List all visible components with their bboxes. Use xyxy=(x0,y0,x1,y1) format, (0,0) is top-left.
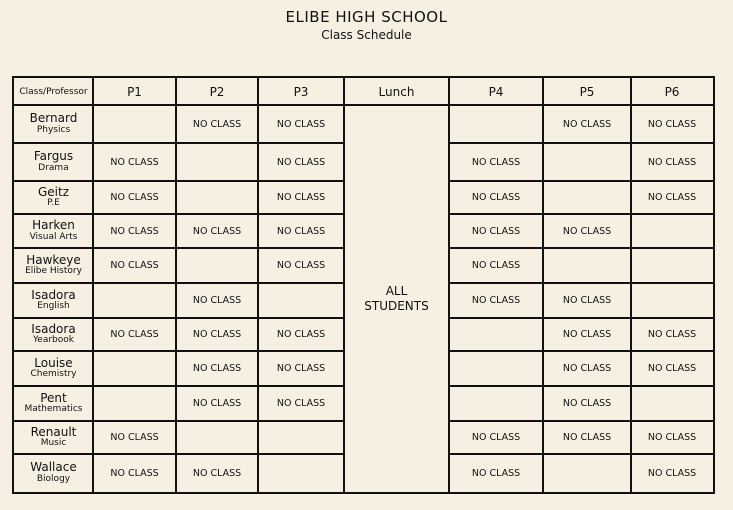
professor-cell xyxy=(14,454,93,492)
schedule-cell xyxy=(93,351,176,386)
schedule-cell: NO CLASS xyxy=(471,260,521,271)
schedule-cell: NO CLASS xyxy=(471,225,521,237)
column-header-lunch: Lunch xyxy=(378,84,415,99)
schedule-cell: NO CLASS xyxy=(276,156,326,168)
schedule-cell xyxy=(543,454,631,492)
schedule-cell: NO CLASS xyxy=(110,225,159,237)
schedule-cell xyxy=(631,283,713,318)
schedule-cell xyxy=(258,283,344,318)
professor-name: Isadora xyxy=(31,287,76,302)
schedule-cell: NO CLASS xyxy=(647,363,697,374)
column-header-p3: P3 xyxy=(293,84,309,99)
lunch-label-line: STUDENTS xyxy=(364,298,429,313)
professor-subject: Chemistry xyxy=(30,369,77,380)
lunch-all-students-cell xyxy=(344,105,449,492)
professor-cell xyxy=(14,351,93,386)
professor-subject: Biology xyxy=(36,473,71,484)
schedule-cell: NO CLASS xyxy=(192,118,242,130)
schedule-cell: NO CLASS xyxy=(471,432,521,443)
schedule-cell: NO CLASS xyxy=(562,118,612,130)
schedule-cell: NO CLASS xyxy=(276,192,326,203)
professor-name: Hawkeye xyxy=(26,252,81,267)
professor-subject: Elibe History xyxy=(25,266,82,277)
schedule-cell: NO CLASS xyxy=(471,156,521,168)
schedule-cell xyxy=(449,318,543,351)
schedule-cell: NO CLASS xyxy=(110,192,159,203)
schedule-cell: NO CLASS xyxy=(110,432,159,443)
schedule-cell: NO CLASS xyxy=(276,329,326,340)
schedule-cell xyxy=(176,421,258,454)
professor-name: Wallace xyxy=(30,460,77,475)
professor-name: Bernard xyxy=(29,111,78,126)
schedule-cell: NO CLASS xyxy=(192,295,242,306)
professor-subject: Yearbook xyxy=(33,335,74,346)
schedule-cell xyxy=(93,386,176,421)
schedule-cell: NO CLASS xyxy=(276,260,326,271)
professor-cell xyxy=(14,283,93,318)
page-subtitle: Class Schedule xyxy=(321,28,412,42)
schedule-cell: NO CLASS xyxy=(192,398,242,409)
schedule-cell: NO CLASS xyxy=(276,398,326,409)
column-header-class-professor: Class/Professor xyxy=(19,86,88,97)
schedule-cell: NO CLASS xyxy=(562,295,612,306)
lunch-label-line: ALL xyxy=(385,283,408,298)
professor-name: Harken xyxy=(32,218,75,233)
schedule-cell: NO CLASS xyxy=(110,260,159,271)
schedule-cell: NO CLASS xyxy=(110,329,159,340)
schedule-cell: NO CLASS xyxy=(471,192,521,203)
professor-name: Louise xyxy=(34,355,73,370)
professor-cell xyxy=(14,181,93,214)
schedule-table xyxy=(12,76,715,494)
professor-cell xyxy=(14,214,93,248)
professor-subject: Music xyxy=(40,438,67,449)
schedule-cell: NO CLASS xyxy=(110,156,159,168)
professor-cell xyxy=(14,318,93,351)
schedule-cell: NO CLASS xyxy=(562,329,612,340)
schedule-cell xyxy=(449,386,543,421)
column-header-p4: P4 xyxy=(488,84,504,99)
column-header-p5: P5 xyxy=(579,84,595,99)
schedule-cell: NO CLASS xyxy=(276,118,326,130)
schedule-cell: NO CLASS xyxy=(276,225,326,237)
schedule-cell: NO CLASS xyxy=(192,467,242,479)
professor-subject: P.E xyxy=(47,198,60,209)
professor-subject: Visual Arts xyxy=(29,231,78,242)
schedule-cell: NO CLASS xyxy=(647,432,697,443)
schedule-cell xyxy=(543,248,631,283)
schedule-cell xyxy=(543,143,631,181)
schedule-cell xyxy=(176,143,258,181)
schedule-cell: NO CLASS xyxy=(192,363,242,374)
schedule-cell xyxy=(258,421,344,454)
schedule-cell: NO CLASS xyxy=(110,467,159,479)
schedule-cell: NO CLASS xyxy=(471,295,521,306)
professor-name: Isadora xyxy=(31,321,76,336)
professor-name: Renault xyxy=(30,424,77,439)
schedule-cell: NO CLASS xyxy=(471,467,521,479)
schedule-cell xyxy=(258,454,344,492)
schedule-cell: NO CLASS xyxy=(647,467,697,479)
schedule-cell: NO CLASS xyxy=(276,363,326,374)
schedule-cell xyxy=(176,248,258,283)
schedule-cell xyxy=(93,105,176,143)
professor-cell xyxy=(14,421,93,454)
professor-name: Fargus xyxy=(33,149,74,164)
schedule-cell xyxy=(449,351,543,386)
schedule-cell xyxy=(449,105,543,143)
professor-cell xyxy=(14,248,93,283)
professor-cell xyxy=(14,105,93,143)
schedule-cell: NO CLASS xyxy=(192,225,242,237)
professor-subject: Physics xyxy=(36,124,71,135)
column-header-p1: P1 xyxy=(127,84,142,99)
column-header-p2: P2 xyxy=(209,84,225,99)
schedule-cell xyxy=(93,283,176,318)
professor-cell xyxy=(14,143,93,181)
schedule-cell: NO CLASS xyxy=(647,118,697,130)
schedule-cell: NO CLASS xyxy=(647,329,697,340)
schedule-cell: NO CLASS xyxy=(192,329,242,340)
professor-subject: Drama xyxy=(38,162,69,173)
schedule-cell: NO CLASS xyxy=(562,363,612,374)
schedule-cell xyxy=(543,181,631,214)
professor-cell xyxy=(14,386,93,421)
professor-subject: English xyxy=(37,301,70,312)
page-title: ELIBE HIGH SCHOOL xyxy=(285,8,448,26)
schedule-cell: NO CLASS xyxy=(562,225,612,237)
schedule-cell xyxy=(176,181,258,214)
schedule-cell xyxy=(631,386,713,421)
professor-name: Pent xyxy=(40,390,67,405)
column-header-p6: P6 xyxy=(664,84,680,99)
professor-name: Geitz xyxy=(37,184,70,199)
schedule-cell: NO CLASS xyxy=(647,192,697,203)
schedule-cell: NO CLASS xyxy=(562,432,612,443)
schedule-cell xyxy=(631,248,713,283)
schedule-cell xyxy=(631,214,713,248)
professor-subject: Mathematics xyxy=(24,404,83,415)
schedule-cell: NO CLASS xyxy=(562,398,612,409)
schedule-cell: NO CLASS xyxy=(647,156,697,168)
